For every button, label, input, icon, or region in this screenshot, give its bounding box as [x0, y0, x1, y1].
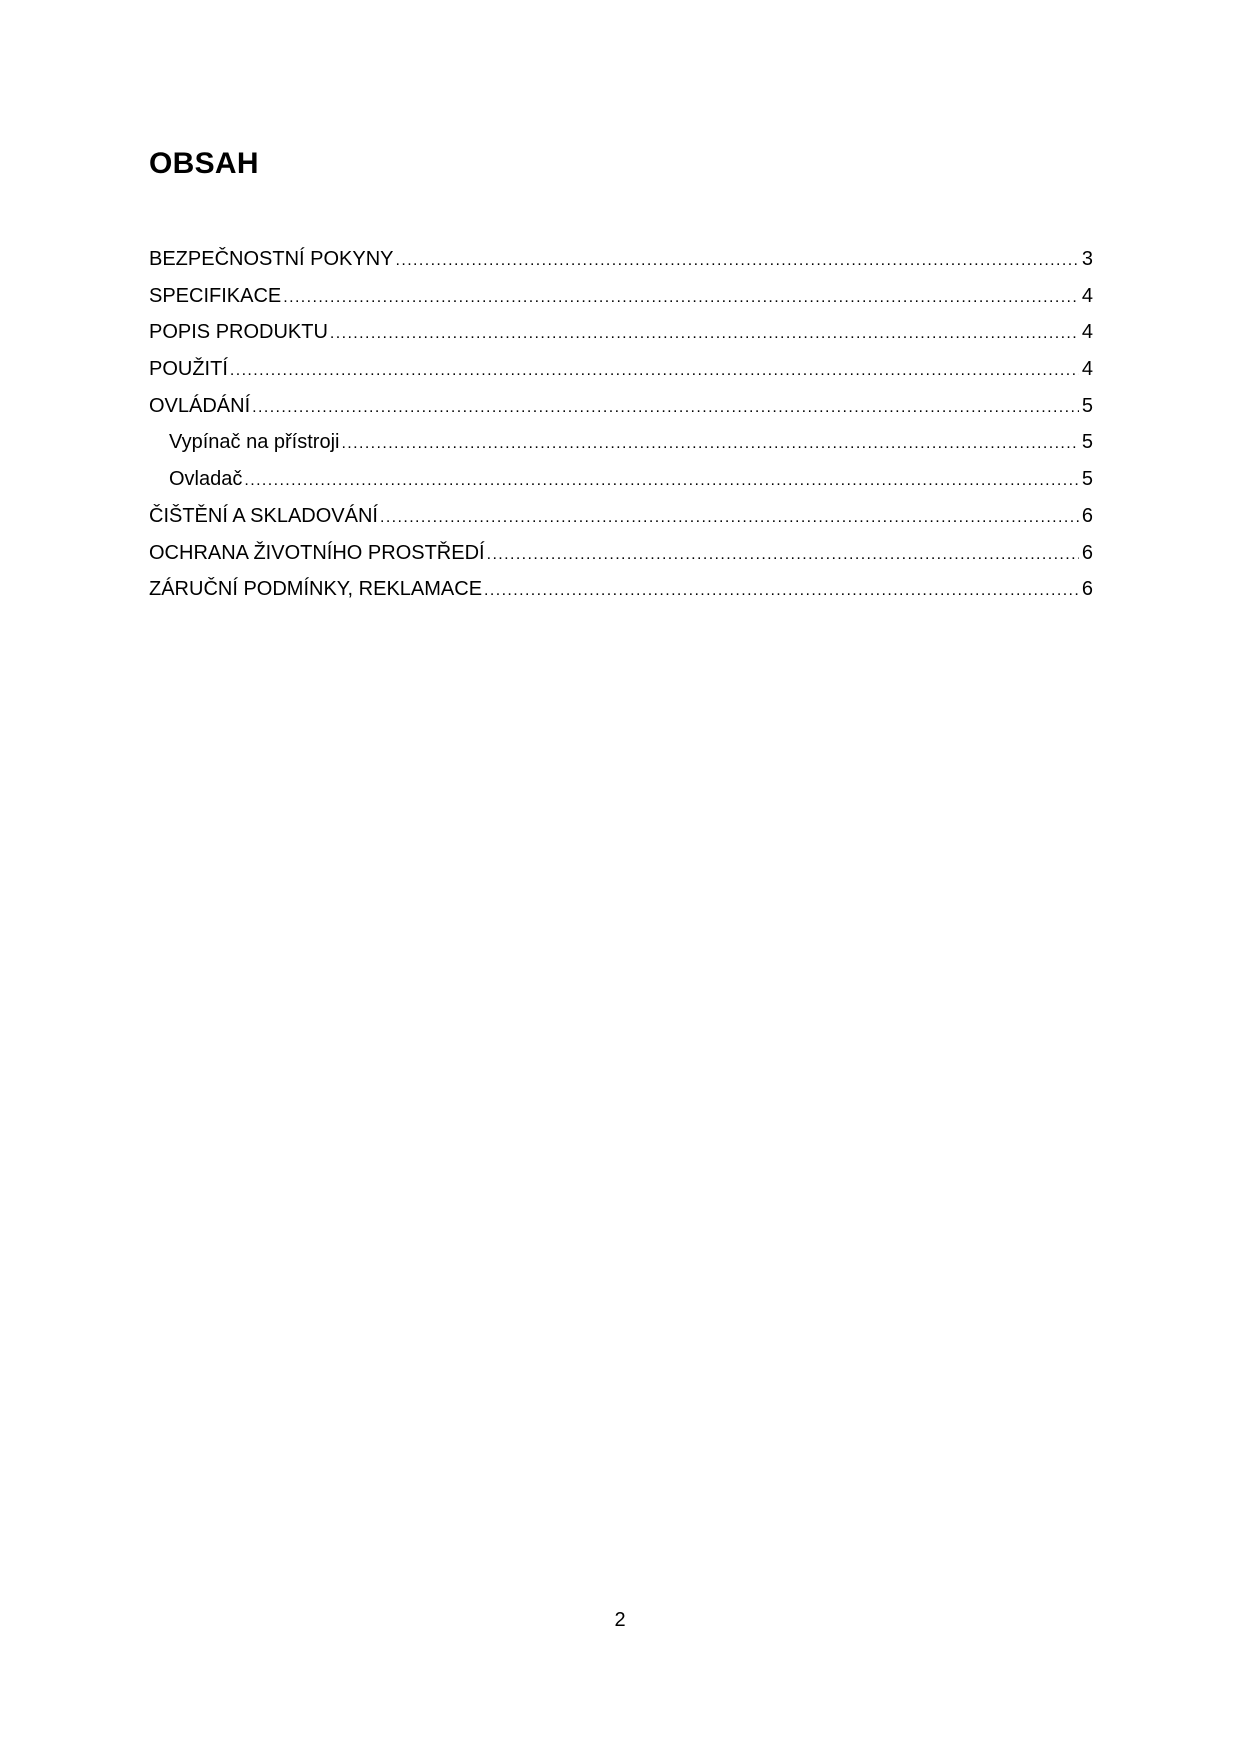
toc-entry-label: OVLÁDÁNÍ	[149, 394, 251, 417]
toc-dot-leader	[252, 390, 1079, 425]
toc-entry-label: Ovladač	[169, 468, 243, 491]
toc-entry-ovladac[interactable]	[149, 461, 1093, 498]
toc-entry-page: 5	[1081, 468, 1093, 491]
toc-entry-page: 6	[1081, 541, 1093, 564]
toc-title: OBSAH	[149, 147, 259, 180]
toc-entry-page: 5	[1081, 394, 1093, 417]
toc-entry-cisteni-a-skladovani[interactable]	[149, 498, 1093, 535]
toc-dot-leader	[380, 500, 1079, 535]
toc-dot-leader	[396, 243, 1079, 278]
toc-entry-label: OCHRANA ŽIVOTNÍHO PROSTŘEDÍ	[149, 541, 485, 564]
toc-entry-label: POPIS PRODUKTU	[149, 321, 328, 344]
toc-entry-label: Vypínač na přístroji	[169, 431, 340, 454]
toc-entry-specifikace[interactable]	[149, 278, 1093, 315]
toc-dot-leader	[484, 573, 1079, 608]
toc-dot-leader	[230, 353, 1079, 388]
toc-entry-label: SPECIFIKACE	[149, 284, 282, 307]
toc-entry-label: ZÁRUČNÍ PODMÍNKY, REKLAMACE	[149, 578, 483, 601]
toc-entry-page: 6	[1081, 504, 1093, 527]
table-of-contents	[149, 241, 1093, 608]
toc-entry-zarucni-podminky-reklamace[interactable]	[149, 571, 1093, 608]
toc-entry-label: ČIŠTĚNÍ A SKLADOVÁNÍ	[149, 504, 378, 527]
toc-entry-page: 4	[1081, 284, 1093, 307]
toc-entry-page: 6	[1081, 578, 1093, 601]
toc-entry-label: POUŽITÍ	[149, 358, 228, 381]
toc-dot-leader	[341, 426, 1078, 461]
toc-entry-popis-produktu[interactable]	[149, 314, 1093, 351]
toc-dot-leader	[487, 537, 1079, 572]
page-number: 2	[614, 1609, 626, 1631]
toc-dot-leader	[283, 280, 1079, 315]
toc-entry-pouziti[interactable]	[149, 351, 1093, 388]
toc-entry-page: 3	[1081, 248, 1093, 270]
toc-entry-ochrana-zivotniho-prostredi[interactable]	[149, 535, 1093, 572]
toc-entry-label: BEZPEČNOSTNÍ POKYNY	[149, 248, 394, 270]
toc-entry-page: 4	[1081, 321, 1093, 344]
toc-entry-ovladani[interactable]	[149, 388, 1093, 425]
toc-entry-page: 5	[1081, 431, 1093, 454]
toc-entry-vypinac-na-pristroji[interactable]	[149, 424, 1093, 461]
toc-dot-leader	[244, 463, 1079, 498]
toc-entry-bezpecnostni-pokyny[interactable]	[149, 241, 1093, 278]
toc-dot-leader	[330, 316, 1079, 351]
toc-entry-page: 4	[1081, 358, 1093, 381]
